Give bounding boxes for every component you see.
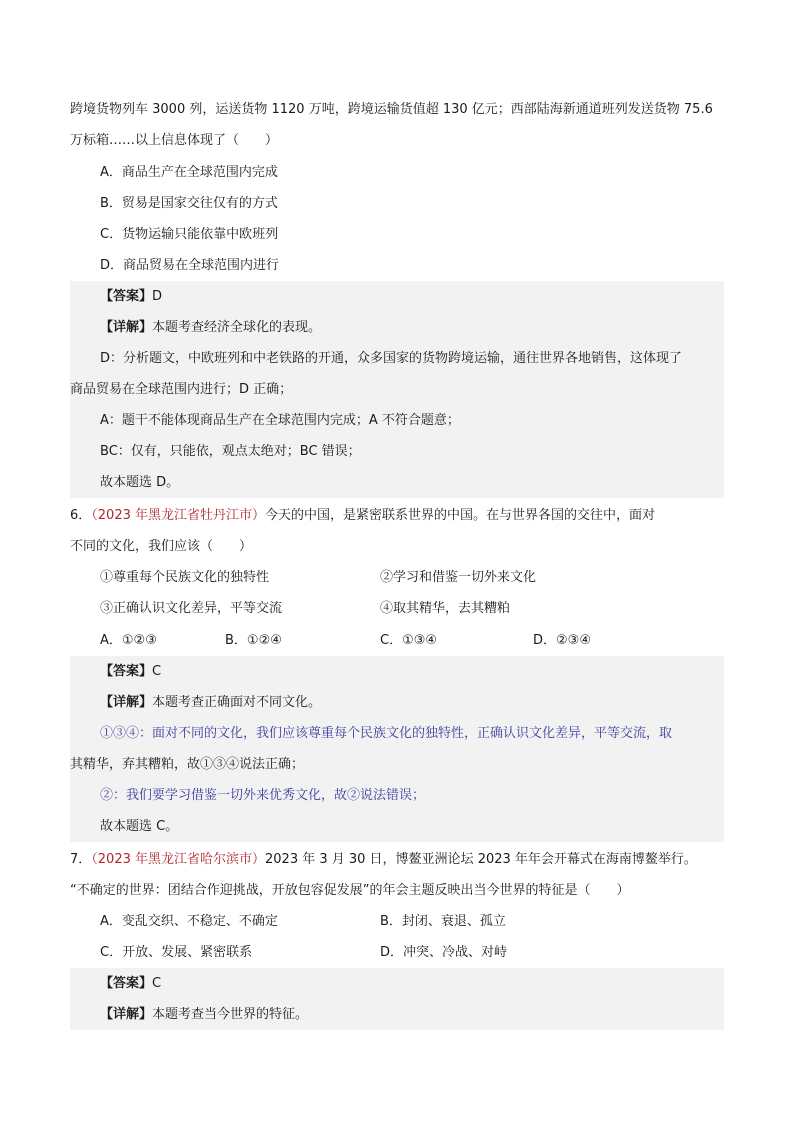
q5-analysis-line2: 商品贸易在全球范围内进行；D 正确； bbox=[70, 374, 724, 405]
q7-options-row2 bbox=[70, 937, 724, 968]
q5-analysis-line4: BC：仅有，只能依，观点太绝对；BC 错误； bbox=[70, 436, 724, 467]
q7-option-a: A．变乱交织、不稳定、不确定 bbox=[100, 914, 278, 929]
answer-label: 【答案】 bbox=[100, 289, 153, 304]
q5-option-b: B．贸易是国家交往仅有的方式 bbox=[100, 196, 278, 211]
q5-answer bbox=[70, 281, 724, 312]
q6-item-4: ④取其精华，去其糟粕 bbox=[380, 601, 511, 616]
detail-text: 本题考查当今世界的特征。 bbox=[152, 1007, 309, 1022]
q7-option-b: B．封闭、衰退、孤立 bbox=[380, 914, 506, 929]
detail-label: 【详解】 bbox=[100, 320, 153, 335]
q6-option-b: B．①②④ bbox=[225, 633, 282, 648]
q6-option-a: A．①②③ bbox=[100, 633, 157, 648]
q6-item-2: ②学习和借鉴一切外来文化 bbox=[380, 570, 537, 585]
q6-option-c: C．①③④ bbox=[380, 633, 438, 648]
detail-text: 本题考查正确面对不同文化。 bbox=[152, 695, 322, 710]
q6-option-d: D．②③④ bbox=[533, 633, 591, 648]
detail-label: 【详解】 bbox=[100, 695, 153, 710]
q5-analysis-line1: D：分析题文，中欧班列和中老铁路的开通，众多国家的货物跨境运输，通往世界各地销售，这体现了 bbox=[70, 343, 724, 374]
q7-options-row1 bbox=[70, 906, 724, 937]
q6-analysis-line2: 其精华，弃其糟粕，故①③④说法正确； bbox=[70, 749, 724, 780]
q7-option-d: D．冲突、冷战、对峙 bbox=[380, 945, 508, 960]
q5-analysis-line5: 故本题选 D。 bbox=[70, 467, 724, 498]
q6-detail bbox=[70, 687, 724, 718]
q5-stem-line2: 万标箱……以上信息体现了（ ） bbox=[70, 133, 279, 148]
answer-label: 【答案】 bbox=[100, 976, 153, 991]
question-stem: 2023 年 3 月 30 日，博鳌亚洲论坛 2023 年年会开幕式在海南博鳌举行。 bbox=[265, 852, 697, 867]
q7-stem-line2: “不确定的世界：团结合作迎挑战，开放包容促发展”的年会主题反映出当今世界的特征是（ ） bbox=[70, 883, 630, 898]
q7-stem-line1 bbox=[70, 844, 724, 875]
question-source: （2023 年黑龙江省哈尔滨市） bbox=[91, 852, 265, 867]
q5-stem-line1: 跨境货物列车 3000 列，运送货物 1120 万吨，跨境运输货值超 130 亿元；西部陆海新通道班列发送货物 75.6 bbox=[70, 102, 713, 117]
question-source: （2023 年黑龙江省牡丹江市） bbox=[91, 508, 265, 523]
q5-option-c: C．货物运输只能依靠中欧班列 bbox=[100, 227, 279, 242]
q6-stem-line2: 不同的文化，我们应该（ ） bbox=[70, 539, 253, 554]
q7-answer bbox=[70, 968, 724, 999]
q6-item-3: ③正确认识文化差异，平等交流 bbox=[100, 601, 283, 616]
q6-item-1: ①尊重每个民族文化的独特性 bbox=[100, 570, 270, 585]
q5-analysis-line3: A：题干不能体现商品生产在全球范围内完成；A 不符合题意； bbox=[70, 405, 724, 436]
question-stem: 今天的中国，是紧密联系世界的中国。在与世界各国的交往中，面对 bbox=[265, 508, 656, 523]
q6-answer bbox=[70, 656, 724, 687]
q5-option-d: D．商品贸易在全球范围内进行 bbox=[100, 258, 280, 273]
q6-items-row2 bbox=[70, 593, 724, 624]
q7-detail bbox=[70, 999, 724, 1030]
q6-analysis-line1: ①③④：面对不同的文化，我们应该尊重每个民族文化的独特性，正确认识文化差异，平等交流，取 bbox=[70, 718, 724, 749]
question-number: 7． bbox=[70, 852, 92, 867]
detail-label: 【详解】 bbox=[100, 1007, 153, 1022]
q7-option-c: C．开放、发展、紧密联系 bbox=[100, 945, 253, 960]
q6-stem-line1 bbox=[70, 500, 724, 531]
answer-value: D bbox=[152, 289, 163, 304]
detail-text: 本题考查经济全球化的表现。 bbox=[152, 320, 322, 335]
q6-options-row bbox=[70, 625, 724, 656]
q6-analysis-line3: ②：我们要学习借鉴一切外来优秀文化，故②说法错误； bbox=[70, 780, 724, 811]
answer-label: 【答案】 bbox=[100, 664, 153, 679]
answer-value: C bbox=[152, 664, 162, 679]
q6-items-row1 bbox=[70, 562, 724, 593]
q5-detail bbox=[70, 312, 724, 343]
q6-analysis-line4: 故本题选 C。 bbox=[70, 811, 724, 842]
answer-value: C bbox=[152, 976, 162, 991]
q5-option-a: A．商品生产在全球范围内完成 bbox=[100, 165, 278, 180]
question-number: 6． bbox=[70, 508, 92, 523]
